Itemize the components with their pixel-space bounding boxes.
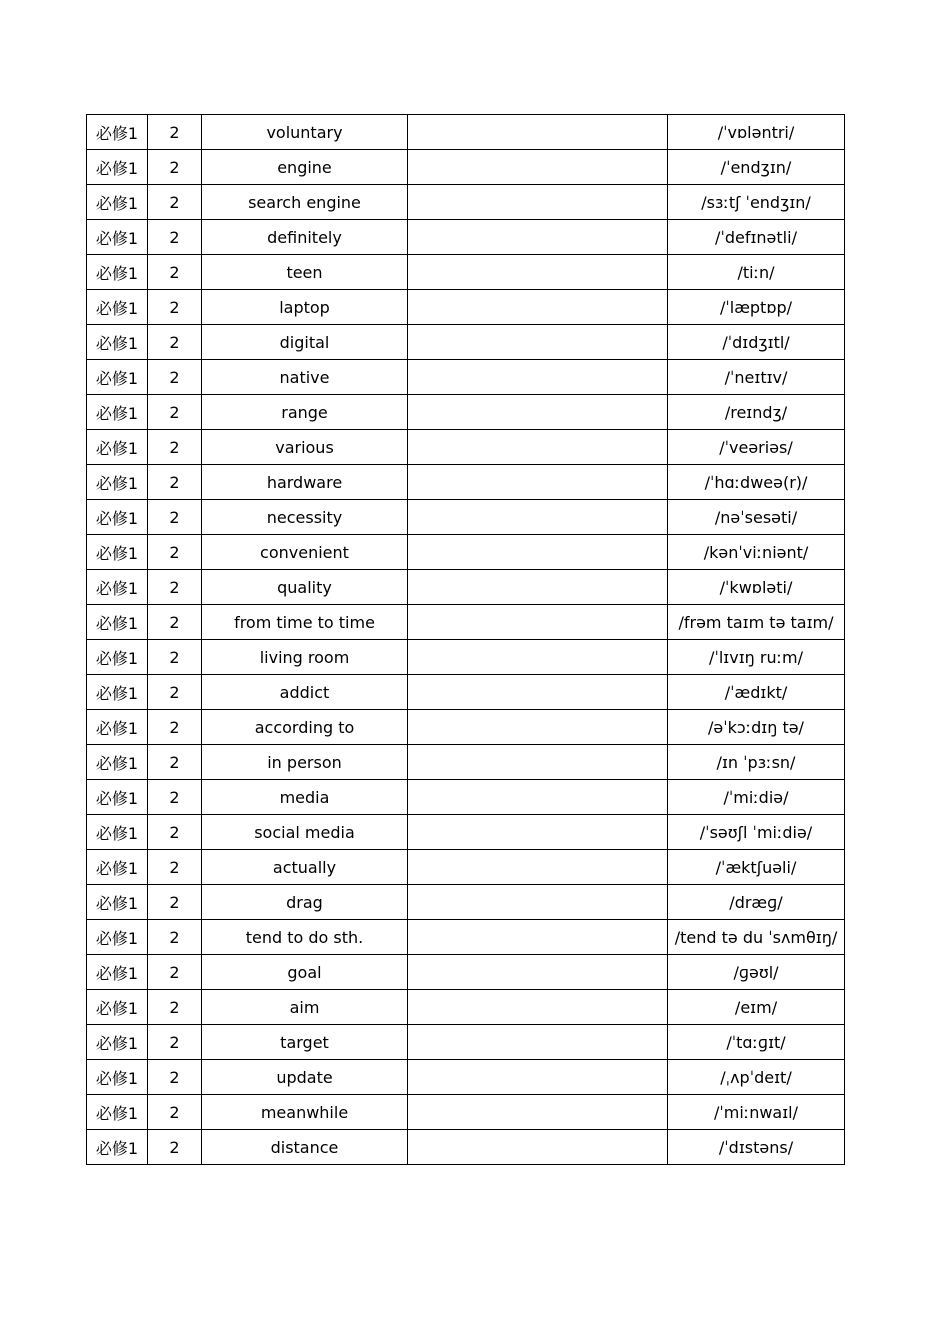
unit-cell: 2 bbox=[148, 920, 202, 955]
table-row bbox=[87, 710, 845, 745]
unit-cell: 2 bbox=[148, 1025, 202, 1060]
unit-cell: 2 bbox=[148, 885, 202, 920]
table-row bbox=[87, 395, 845, 430]
meaning-cell bbox=[408, 430, 668, 465]
word-cell: laptop bbox=[202, 290, 408, 325]
phonetic-cell: /ˈhɑːdweə(r)/ bbox=[668, 465, 845, 500]
unit-cell: 2 bbox=[148, 605, 202, 640]
meaning-cell bbox=[408, 850, 668, 885]
meaning-cell bbox=[408, 955, 668, 990]
phonetic-cell: /nəˈsesəti/ bbox=[668, 500, 845, 535]
book-cell: 必修1 bbox=[87, 290, 148, 325]
table-row bbox=[87, 815, 845, 850]
phonetic-cell: /əˈkɔːdɪŋ tə/ bbox=[668, 710, 845, 745]
book-cell: 必修1 bbox=[87, 745, 148, 780]
word-cell: social media bbox=[202, 815, 408, 850]
unit-cell: 2 bbox=[148, 1060, 202, 1095]
phonetic-cell: /ˈneɪtɪv/ bbox=[668, 360, 845, 395]
unit-cell: 2 bbox=[148, 150, 202, 185]
book-cell: 必修1 bbox=[87, 360, 148, 395]
unit-cell: 2 bbox=[148, 465, 202, 500]
table-row bbox=[87, 535, 845, 570]
phonetic-cell: /sɜːtʃ ˈendʒɪn/ bbox=[668, 185, 845, 220]
phonetic-cell: /ˈdɪdʒɪtl/ bbox=[668, 325, 845, 360]
book-cell: 必修1 bbox=[87, 1095, 148, 1130]
word-cell: range bbox=[202, 395, 408, 430]
phonetic-cell: /ˈdɪstəns/ bbox=[668, 1130, 845, 1165]
phonetic-cell: /ˈtɑːɡɪt/ bbox=[668, 1025, 845, 1060]
meaning-cell bbox=[408, 885, 668, 920]
phonetic-cell: /ˈmiːnwaɪl/ bbox=[668, 1095, 845, 1130]
meaning-cell bbox=[408, 1060, 668, 1095]
meaning-cell bbox=[408, 255, 668, 290]
unit-cell: 2 bbox=[148, 640, 202, 675]
meaning-cell bbox=[408, 1130, 668, 1165]
word-cell: media bbox=[202, 780, 408, 815]
book-cell: 必修1 bbox=[87, 920, 148, 955]
meaning-cell bbox=[408, 290, 668, 325]
phonetic-cell: /reɪndʒ/ bbox=[668, 395, 845, 430]
book-cell: 必修1 bbox=[87, 115, 148, 150]
word-cell: from time to time bbox=[202, 605, 408, 640]
meaning-cell bbox=[408, 920, 668, 955]
unit-cell: 2 bbox=[148, 745, 202, 780]
word-cell: necessity bbox=[202, 500, 408, 535]
unit-cell: 2 bbox=[148, 955, 202, 990]
book-cell: 必修1 bbox=[87, 1060, 148, 1095]
word-cell: update bbox=[202, 1060, 408, 1095]
word-cell: meanwhile bbox=[202, 1095, 408, 1130]
word-cell: engine bbox=[202, 150, 408, 185]
unit-cell: 2 bbox=[148, 570, 202, 605]
unit-cell: 2 bbox=[148, 430, 202, 465]
meaning-cell bbox=[408, 1095, 668, 1130]
table-row bbox=[87, 780, 845, 815]
meaning-cell bbox=[408, 220, 668, 255]
table-row bbox=[87, 290, 845, 325]
word-cell: living room bbox=[202, 640, 408, 675]
phonetic-cell: /ˈsəʊʃl ˈmiːdiə/ bbox=[668, 815, 845, 850]
book-cell: 必修1 bbox=[87, 675, 148, 710]
book-cell: 必修1 bbox=[87, 955, 148, 990]
meaning-cell bbox=[408, 535, 668, 570]
table-row bbox=[87, 850, 845, 885]
word-cell: convenient bbox=[202, 535, 408, 570]
table-row bbox=[87, 885, 845, 920]
phonetic-cell: /ˈendʒɪn/ bbox=[668, 150, 845, 185]
table-row bbox=[87, 220, 845, 255]
table-row bbox=[87, 570, 845, 605]
meaning-cell bbox=[408, 990, 668, 1025]
book-cell: 必修1 bbox=[87, 710, 148, 745]
phonetic-cell: /ˌʌpˈdeɪt/ bbox=[668, 1060, 845, 1095]
book-cell: 必修1 bbox=[87, 605, 148, 640]
phonetic-cell: /ˈkwɒləti/ bbox=[668, 570, 845, 605]
unit-cell: 2 bbox=[148, 1130, 202, 1165]
phonetic-cell: /ˈvɒləntri/ bbox=[668, 115, 845, 150]
book-cell: 必修1 bbox=[87, 500, 148, 535]
word-cell: search engine bbox=[202, 185, 408, 220]
word-cell: aim bbox=[202, 990, 408, 1025]
book-cell: 必修1 bbox=[87, 325, 148, 360]
table-row bbox=[87, 745, 845, 780]
unit-cell: 2 bbox=[148, 290, 202, 325]
unit-cell: 2 bbox=[148, 990, 202, 1025]
book-cell: 必修1 bbox=[87, 570, 148, 605]
unit-cell: 2 bbox=[148, 815, 202, 850]
word-cell: actually bbox=[202, 850, 408, 885]
unit-cell: 2 bbox=[148, 535, 202, 570]
unit-cell: 2 bbox=[148, 675, 202, 710]
table-row bbox=[87, 990, 845, 1025]
word-cell: native bbox=[202, 360, 408, 395]
book-cell: 必修1 bbox=[87, 640, 148, 675]
table-row bbox=[87, 150, 845, 185]
vocabulary-table-body bbox=[87, 115, 845, 1165]
word-cell: hardware bbox=[202, 465, 408, 500]
book-cell: 必修1 bbox=[87, 850, 148, 885]
vocabulary-table bbox=[86, 114, 845, 1165]
phonetic-cell: /kənˈviːniənt/ bbox=[668, 535, 845, 570]
table-row bbox=[87, 115, 845, 150]
book-cell: 必修1 bbox=[87, 395, 148, 430]
meaning-cell bbox=[408, 815, 668, 850]
table-row bbox=[87, 360, 845, 395]
unit-cell: 2 bbox=[148, 255, 202, 290]
phonetic-cell: /frəm taɪm tə taɪm/ bbox=[668, 605, 845, 640]
unit-cell: 2 bbox=[148, 360, 202, 395]
meaning-cell bbox=[408, 115, 668, 150]
word-cell: voluntary bbox=[202, 115, 408, 150]
phonetic-cell: /ˈmiːdiə/ bbox=[668, 780, 845, 815]
word-cell: digital bbox=[202, 325, 408, 360]
table-row bbox=[87, 920, 845, 955]
book-cell: 必修1 bbox=[87, 220, 148, 255]
unit-cell: 2 bbox=[148, 780, 202, 815]
meaning-cell bbox=[408, 150, 668, 185]
table-row bbox=[87, 465, 845, 500]
phonetic-cell: /ˈlæptɒp/ bbox=[668, 290, 845, 325]
unit-cell: 2 bbox=[148, 115, 202, 150]
word-cell: tend to do sth. bbox=[202, 920, 408, 955]
book-cell: 必修1 bbox=[87, 885, 148, 920]
phonetic-cell: /tend tə du ˈsʌmθɪŋ/ bbox=[668, 920, 845, 955]
table-row bbox=[87, 605, 845, 640]
table-row bbox=[87, 1025, 845, 1060]
word-cell: definitely bbox=[202, 220, 408, 255]
word-cell: various bbox=[202, 430, 408, 465]
word-cell: according to bbox=[202, 710, 408, 745]
meaning-cell bbox=[408, 780, 668, 815]
meaning-cell bbox=[408, 570, 668, 605]
table-row bbox=[87, 255, 845, 290]
phonetic-cell: /ˈædɪkt/ bbox=[668, 675, 845, 710]
unit-cell: 2 bbox=[148, 850, 202, 885]
book-cell: 必修1 bbox=[87, 535, 148, 570]
book-cell: 必修1 bbox=[87, 150, 148, 185]
meaning-cell bbox=[408, 325, 668, 360]
meaning-cell bbox=[408, 745, 668, 780]
word-cell: target bbox=[202, 1025, 408, 1060]
table-row bbox=[87, 955, 845, 990]
book-cell: 必修1 bbox=[87, 255, 148, 290]
unit-cell: 2 bbox=[148, 710, 202, 745]
phonetic-cell: /ˈveəriəs/ bbox=[668, 430, 845, 465]
word-cell: addict bbox=[202, 675, 408, 710]
word-cell: goal bbox=[202, 955, 408, 990]
meaning-cell bbox=[408, 185, 668, 220]
book-cell: 必修1 bbox=[87, 780, 148, 815]
book-cell: 必修1 bbox=[87, 815, 148, 850]
book-cell: 必修1 bbox=[87, 465, 148, 500]
phonetic-cell: /tiːn/ bbox=[668, 255, 845, 290]
book-cell: 必修1 bbox=[87, 430, 148, 465]
phonetic-cell: /eɪm/ bbox=[668, 990, 845, 1025]
phonetic-cell: /ˈæktʃuəli/ bbox=[668, 850, 845, 885]
meaning-cell bbox=[408, 360, 668, 395]
unit-cell: 2 bbox=[148, 185, 202, 220]
table-row bbox=[87, 325, 845, 360]
book-cell: 必修1 bbox=[87, 185, 148, 220]
meaning-cell bbox=[408, 675, 668, 710]
table-row bbox=[87, 185, 845, 220]
phonetic-cell: /ˈlɪvɪŋ ruːm/ bbox=[668, 640, 845, 675]
word-cell: quality bbox=[202, 570, 408, 605]
phonetic-cell: /ɡəʊl/ bbox=[668, 955, 845, 990]
table-row bbox=[87, 1060, 845, 1095]
book-cell: 必修1 bbox=[87, 990, 148, 1025]
table-row bbox=[87, 1095, 845, 1130]
book-cell: 必修1 bbox=[87, 1025, 148, 1060]
book-cell: 必修1 bbox=[87, 1130, 148, 1165]
unit-cell: 2 bbox=[148, 1095, 202, 1130]
word-cell: teen bbox=[202, 255, 408, 290]
meaning-cell bbox=[408, 500, 668, 535]
unit-cell: 2 bbox=[148, 500, 202, 535]
phonetic-cell: /ɪn ˈpɜːsn/ bbox=[668, 745, 845, 780]
table-row bbox=[87, 640, 845, 675]
phonetic-cell: /ˈdefɪnətli/ bbox=[668, 220, 845, 255]
word-cell: distance bbox=[202, 1130, 408, 1165]
table-row bbox=[87, 675, 845, 710]
meaning-cell bbox=[408, 1025, 668, 1060]
word-cell: drag bbox=[202, 885, 408, 920]
meaning-cell bbox=[408, 465, 668, 500]
unit-cell: 2 bbox=[148, 325, 202, 360]
unit-cell: 2 bbox=[148, 220, 202, 255]
word-cell: in person bbox=[202, 745, 408, 780]
unit-cell: 2 bbox=[148, 395, 202, 430]
meaning-cell bbox=[408, 640, 668, 675]
meaning-cell bbox=[408, 395, 668, 430]
table-row bbox=[87, 1130, 845, 1165]
table-row bbox=[87, 500, 845, 535]
phonetic-cell: /dræɡ/ bbox=[668, 885, 845, 920]
meaning-cell bbox=[408, 605, 668, 640]
table-row bbox=[87, 430, 845, 465]
meaning-cell bbox=[408, 710, 668, 745]
